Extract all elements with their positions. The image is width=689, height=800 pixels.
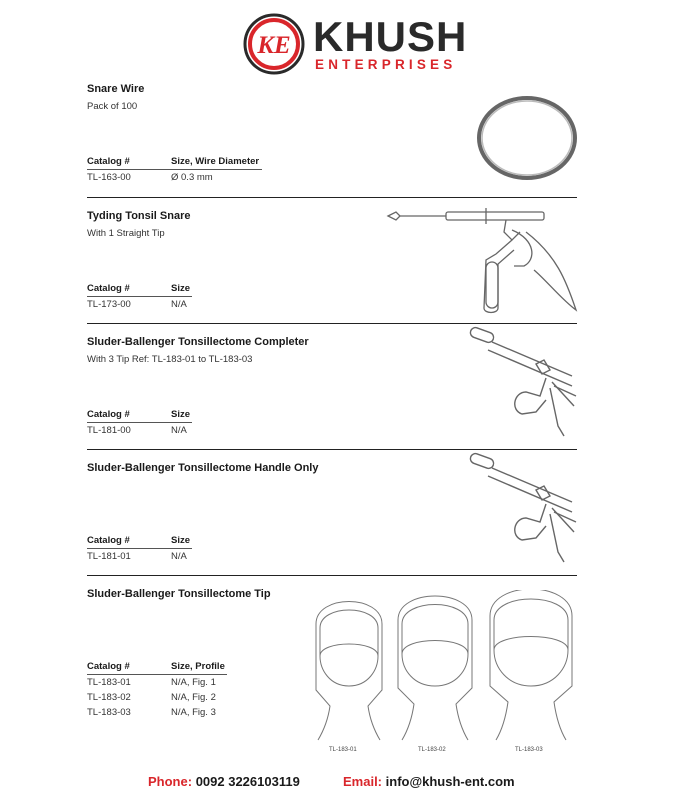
size-header: Size, Profile <box>171 661 225 672</box>
logo-monogram: KE <box>257 32 291 59</box>
figure-caption: TL-183-03 <box>515 747 543 753</box>
catalog-cell: TL-183-01 <box>87 677 131 688</box>
catalog-header: Catalog # <box>87 661 130 672</box>
section-divider <box>87 575 577 576</box>
size-cell: N/A, Fig. 2 <box>171 692 216 703</box>
catalog-header: Catalog # <box>87 283 130 294</box>
catalog-cell: TL-181-01 <box>87 551 131 562</box>
size-header: Size, Wire Diameter <box>171 156 260 167</box>
product-subtitle: Pack of 100 <box>87 101 138 112</box>
email-label: Email: <box>343 774 383 789</box>
section-divider <box>87 323 577 324</box>
product-subtitle: With 3 Tip Ref: TL-183-01 to TL-183-03 <box>87 354 253 365</box>
email-link[interactable]: info@khush-ent.com <box>385 774 515 789</box>
brand-name: KHUSH <box>313 13 468 60</box>
catalog-cell: TL-163-00 <box>87 172 131 183</box>
size-cell: N/A <box>171 425 187 436</box>
phone-label: Phone: <box>148 774 193 789</box>
tonsillectome-completer-image <box>466 326 578 444</box>
catalog-cell: TL-173-00 <box>87 299 131 310</box>
catalog-cell: TL-183-02 <box>87 692 131 703</box>
product-title: Sluder-Ballenger Tonsillectome Completer <box>87 336 309 348</box>
product-title: Sluder-Ballenger Tonsillectome Tip <box>87 588 271 600</box>
size-cell: N/A, Fig. 1 <box>171 677 216 688</box>
tip-figures-image <box>310 590 590 750</box>
product-title: Tyding Tonsil Snare <box>87 210 191 222</box>
brand-logo <box>243 13 468 77</box>
size-cell: Ø 0.3 mm <box>171 172 213 183</box>
header-underline <box>87 674 227 675</box>
catalog-header: Catalog # <box>87 535 130 546</box>
size-cell: N/A <box>171 299 187 310</box>
size-header: Size <box>171 535 191 546</box>
footer-email <box>343 774 515 789</box>
figure-caption: TL-183-01 <box>329 747 357 753</box>
header-underline <box>87 296 192 297</box>
tonsil-snare-image <box>386 200 582 318</box>
logo-emblem-icon <box>243 13 305 75</box>
size-cell: N/A, Fig. 3 <box>171 707 216 718</box>
snare-wire-image <box>474 93 580 183</box>
header-underline <box>87 422 192 423</box>
tonsillectome-handle-image <box>466 452 578 570</box>
phone-value: 0092 3226103119 <box>195 774 300 789</box>
brand-subtitle: ENTERPRISES <box>315 57 457 72</box>
catalog-cell: TL-181-00 <box>87 425 131 436</box>
figure-caption: TL-183-02 <box>418 747 446 753</box>
product-title: Snare Wire <box>87 83 145 95</box>
header-underline <box>87 169 262 170</box>
catalog-header: Catalog # <box>87 156 130 167</box>
catalog-header: Catalog # <box>87 409 130 420</box>
catalog-cell: TL-183-03 <box>87 707 131 718</box>
footer-phone <box>148 774 300 789</box>
section-divider <box>87 449 577 450</box>
section-divider <box>87 197 577 198</box>
product-title: Sluder-Ballenger Tonsillectome Handle Only <box>87 462 319 474</box>
size-cell: N/A <box>171 551 187 562</box>
size-header: Size <box>171 283 191 294</box>
header-underline <box>87 548 192 549</box>
size-header: Size <box>171 409 191 420</box>
product-subtitle: With 1 Straight Tip <box>87 228 165 239</box>
